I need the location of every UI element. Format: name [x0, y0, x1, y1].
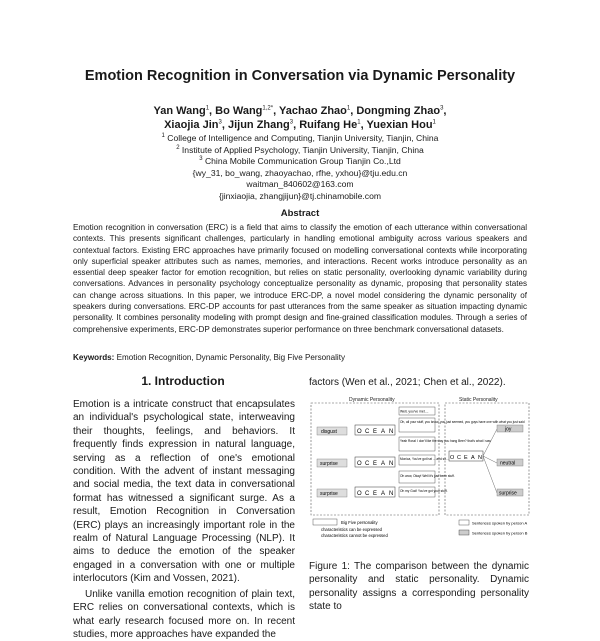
author-sup: 3	[218, 119, 222, 126]
svg-text:Sentences spoken by person A: Sentences spoken by person A	[472, 520, 528, 526]
author-name: Yan Wang	[153, 105, 206, 117]
author-sup: 1,2*	[262, 105, 274, 112]
figure-legend	[313, 519, 528, 538]
svg-text:C: C	[457, 455, 461, 461]
svg-text:O: O	[357, 429, 362, 435]
section-heading: 1. Introduction	[141, 374, 225, 388]
svg-text:A: A	[381, 429, 386, 435]
svg-text:E: E	[373, 429, 378, 435]
author-sup: 1	[432, 119, 436, 126]
svg-text:Oh my God! You've got your stu: Oh my God! You've got your stuff.	[400, 489, 448, 493]
svg-text:E: E	[464, 455, 468, 461]
affiliation: $^3$ China Mobile Communication Group Tianjin Co.,Ltd	[199, 156, 401, 167]
emotion-label: surprise	[320, 491, 338, 497]
svg-text:C: C	[365, 461, 370, 467]
author-list	[0, 104, 600, 132]
paragraph: Emotion is a intricate construct that encapsulates an individual's psychological state, interweaving their thoughts, feelings, and behaviors. It frequently finds expression in natural language, serving as a reflection of one's emotional condition. With the advent of instant messaging and social media, the text data in conversational format has witnessed a significant surge. As a result, Emotion Recognition in Conversation (ERC) plays an increasingly important role in the realm of Natural Language Processing (NLP). It aims to deduce the emotion of the speaker engaged in a conversation with one or multiple interlocutors (Kim and Vossen, 2021).	[73, 399, 295, 585]
author-name: Ruifang He	[299, 119, 358, 131]
email: {wy_31, bo_wang, zhaoyachao, rfhe, yxhou}@tju.edu.cn	[192, 167, 408, 178]
author-line-2: Xiaojia Jin$^3$, Jijun Zhang$^3$, Ruifang He$^1$, Yuexian Hou$^1$	[164, 119, 436, 131]
paper-title: Emotion Recognition in Conversation via Dynamic Personality	[84, 68, 516, 84]
svg-text:O: O	[357, 491, 362, 497]
author-line-1: Yan Wang$^1$, Bo Wang$^{1,2*}$, Yachao Zhao$^1$, Dongming Zhao$^3$,	[153, 105, 447, 117]
dynamic-row	[317, 457, 395, 467]
static-label: Static Personality	[459, 397, 498, 403]
keywords-label: Keywords:	[73, 353, 115, 362]
dynamic-row	[317, 425, 395, 435]
svg-text:O: O	[357, 461, 362, 467]
svg-text:O: O	[450, 455, 455, 461]
author-sup: 3	[289, 119, 294, 126]
svg-text:E: E	[373, 461, 378, 467]
author-sup: 1	[205, 105, 210, 112]
author-name: Yuexian Hou	[366, 119, 433, 131]
author-sup: 1	[357, 119, 361, 126]
right-column-text: factors (Wen et al., 2021; Chen et al., 2022).	[309, 377, 506, 388]
affiliation: $^1$ College of Intelligence and Computing, Tianjin University, Tianjin, China	[161, 133, 439, 143]
email: {jinxiaojia, zhangjijun}@tj.chinamobile.com	[218, 190, 382, 201]
author-name: Bo Wang	[215, 105, 263, 117]
svg-text:C: C	[365, 429, 370, 435]
dynamic-row	[317, 487, 395, 497]
keywords-text: Emotion Recognition, Dynamic Personality, Big Five Personality	[116, 353, 346, 362]
svg-text:A: A	[381, 461, 386, 467]
svg-text:characteristics can be express: characteristics can be expressed	[321, 527, 382, 532]
svg-text:Monica, You've got hat ... and: Monica, You've got hat ... and so...	[400, 457, 449, 461]
svg-text:Yeah Ross! I don't like the wa: Yeah Ross! I don't like the way you hang Beer? that's what I saw	[400, 439, 491, 443]
author-sup: 1	[346, 105, 351, 112]
left-column	[73, 398, 295, 641]
emotion-label: surprise	[320, 461, 338, 467]
svg-text:surprise: surprise	[499, 490, 517, 497]
author-sup: 3	[440, 105, 444, 112]
svg-text:N: N	[389, 461, 394, 467]
svg-text:N: N	[478, 455, 482, 461]
svg-text:Sentences spoken by person B: Sentences spoken by person B	[472, 530, 528, 536]
figure-1	[309, 393, 531, 553]
author-name: Dongming Zhao	[356, 105, 441, 117]
svg-text:Big Five personality: Big Five personality	[341, 520, 378, 525]
static-ocean	[449, 425, 523, 497]
svg-text:E: E	[373, 491, 378, 497]
svg-text:joy: joy	[505, 426, 512, 433]
figure-caption: Figure 1: The comparison between the dynamic personality and static personality. Dynamic personality assigns a corresponding personality state to	[309, 561, 529, 613]
svg-text:neutral: neutral	[500, 460, 516, 467]
svg-text:N: N	[389, 429, 394, 435]
abstract-heading: Abstract	[280, 208, 320, 219]
affiliation: $^2$ Institute of Applied Psychology, Tianjin University, Tianjin, China	[176, 144, 424, 155]
svg-text:Oh wow, Okay! Well it's just b: Oh wow, Okay! Well it's just been stuff.	[400, 474, 455, 478]
email: waitman_840602@163.com	[246, 179, 354, 190]
svg-text:Well, you've met....: Well, you've met....	[400, 409, 429, 414]
abstract-text: Emotion recognition in conversation (ERC) is a field that aims to classify the emotion of each utterance within conversational contexts. This presents significant challenges, particularly in handling emotional ambiguity across various speakers and contextual factors. Existing ERC approaches have primarily focused on modelling conversational contexts while incorporating only superficial speaker attributes such as names, memories, and interactions. Recent works introduce personality as an essential deep speaker factor for emotion recognition, but relies on static personality, overlooking dynamic variability during conversations. Advances in personality psychology conceptualize personality as dynamic, proposing that personality states can change across situations. In this paper, we introduce ERC-DP, a novel model considering the dynamic personality of speakers during conversations. ERC-DP accounts for past utterances from the same speaker as situation impacting dynamic personality. It combines personality modeling with prompt design and fine-grained classification modules. Through a series of comprehensive experiments, ERC-DP demonstrates superior performance on three benchmark conversational datasets.	[73, 223, 527, 334]
ocean-boxes	[355, 425, 395, 435]
svg-text:C: C	[365, 491, 370, 497]
svg-text:A: A	[381, 491, 386, 497]
author-name: Jijun Zhang	[227, 119, 290, 131]
svg-text:A: A	[471, 455, 475, 461]
keywords	[73, 353, 527, 362]
svg-text:characteristics cannot be expr: characteristics cannot be expressed	[321, 533, 388, 538]
emotion-label: disgust	[321, 429, 337, 435]
author-name: Yachao Zhao	[279, 105, 347, 117]
affiliations	[0, 133, 600, 203]
author-name: Xiaojia Jin	[164, 119, 219, 131]
svg-text:N: N	[389, 491, 394, 497]
dynamic-label: Dynamic Personality	[349, 397, 395, 403]
svg-text:Oh, all your stuff, you know,: Oh, all your stuff, you know, you just seemed, you guys have one with what you just said	[400, 420, 525, 424]
paragraph: Unlike vanilla emotion recognition of plain text, ERC relies on conversational contexts, which is what early research focused more on. In recent studies, more approaches have expanded the	[73, 588, 295, 640]
